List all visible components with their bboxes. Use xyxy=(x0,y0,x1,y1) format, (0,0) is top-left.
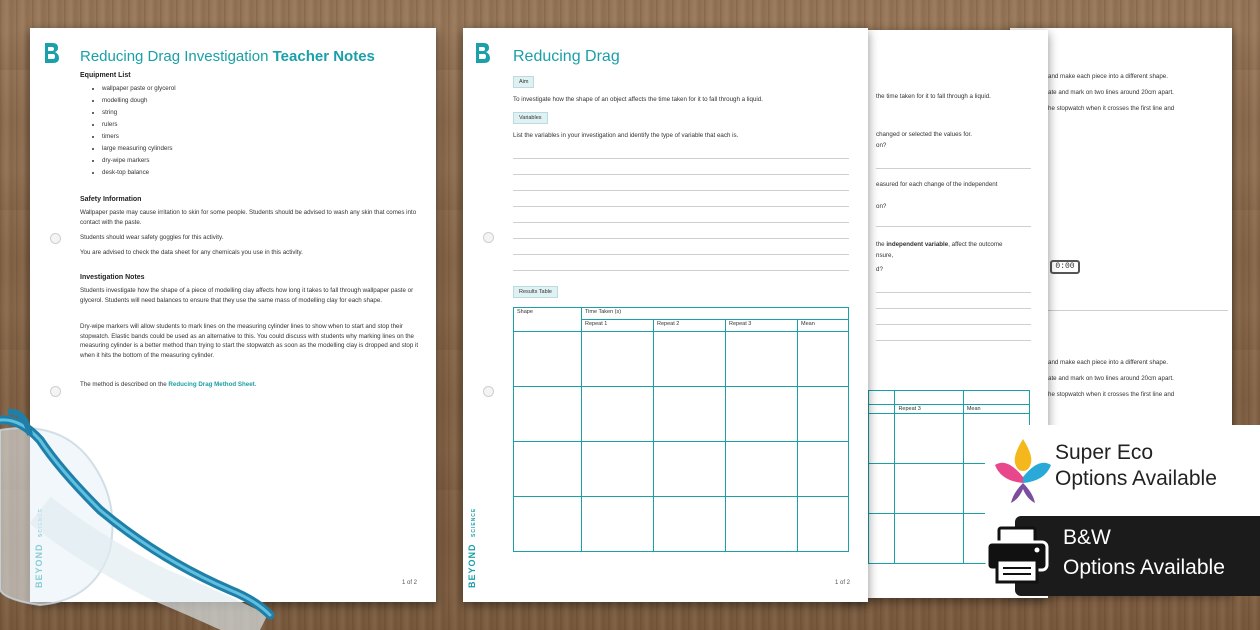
notes-paragraph: Students investigate how the shape of a piece of modelling clay affects how long it takes to fall through wallpaper paste or glycerol. Students will need balances to ensure that they use the same mass of modelling clay for each shape. xyxy=(80,287,414,304)
divider xyxy=(1048,310,1228,311)
answer-line xyxy=(876,226,1031,227)
super-eco-badge xyxy=(985,425,1260,521)
answer-line[interactable] xyxy=(513,254,849,255)
list-item: • wallpaper paste or glycerol xyxy=(102,83,176,95)
answer-line[interactable] xyxy=(513,158,849,159)
table-row xyxy=(514,442,849,497)
table-subheader: Repeat 3 xyxy=(726,320,798,332)
far-line: he stopwatch when it crosses the first line and xyxy=(1048,105,1175,112)
safety-glasses-icon xyxy=(0,400,290,630)
bold-phrase: independent variable xyxy=(886,241,949,248)
brand-sub: SCIENCE xyxy=(471,507,477,537)
punch-hole xyxy=(483,386,494,397)
list-item: • timers xyxy=(102,131,176,143)
method-prefix: The method is described on the xyxy=(80,381,169,388)
answer-line xyxy=(876,168,1031,169)
beyond-logo-icon xyxy=(473,42,491,64)
answer-line[interactable] xyxy=(513,206,849,207)
back-line: the independent variable, affect the outcome xyxy=(876,241,1003,248)
method-sheet-link[interactable]: Reducing Drag Method Sheet xyxy=(168,381,255,388)
far-line: ate and mark on two lines around 20cm apart. xyxy=(1048,375,1174,382)
page-title: Reducing Drag xyxy=(513,48,620,65)
table-header: Repeat 3 xyxy=(895,405,963,414)
title-regular: Reducing Drag Investigation xyxy=(80,48,273,65)
table-subheader: Repeat 1 xyxy=(582,320,654,332)
answer-line xyxy=(876,308,1031,309)
far-line: and make each piece into a different shape. xyxy=(1048,359,1168,366)
results-table[interactable] xyxy=(513,307,849,552)
far-line: he stopwatch when it crosses the first line and xyxy=(1048,391,1175,398)
notes-paragraph: Dry-wipe markers will allow students to mark lines on the measuring cylinder lines to show when to start and stop their stopwatch. Elastic bands could be used as an alternative to this. You could discuss with students why marking lines on the measuring cylinder is a better method than trying to start the stopwatch as soon as the modelling clay is dropped and stop it when it hits the bottom of the measuring cylinder. xyxy=(80,323,419,359)
back-line: easured for each change of the independent xyxy=(876,181,998,188)
safety-paragraph: You are advised to check the data sheet for any chemicals you use in this activity. xyxy=(80,249,303,256)
page-number: 1 of 2 xyxy=(402,580,418,586)
table-row xyxy=(514,497,849,552)
table-row xyxy=(514,332,849,387)
equipment-heading: Equipment List xyxy=(80,72,131,79)
leaf-drop-icon xyxy=(993,437,1053,507)
back-line: nsure, xyxy=(876,252,894,259)
results-tag: Results Table xyxy=(513,286,558,298)
eco-line1: Super Eco xyxy=(1055,441,1154,464)
punch-hole xyxy=(50,233,61,244)
page-number: 1 of 2 xyxy=(835,580,851,586)
answer-line xyxy=(876,324,1031,325)
aim-tag: Aim xyxy=(513,76,534,88)
equipment-list xyxy=(102,83,176,179)
table-subheader: Mean xyxy=(798,320,849,332)
stopwatch-icon: 0:00 xyxy=(1050,260,1080,274)
table-row xyxy=(514,387,849,442)
safety-paragraph: Wallpaper paste may cause irritation to skin for some people. Students should be advised to wash any skin that comes into contact with the paste. xyxy=(80,209,417,226)
far-line: ate and mark on two lines around 20cm apart. xyxy=(1048,89,1174,96)
far-line: and make each piece into a different shape. xyxy=(1048,73,1168,80)
answer-line[interactable] xyxy=(513,190,849,191)
list-item: • desk-top balance xyxy=(102,167,176,179)
punch-hole xyxy=(50,386,61,397)
title-bold: Teacher Notes xyxy=(272,48,375,65)
table-header: Time Taken (s) xyxy=(582,308,849,320)
beyond-logo-icon xyxy=(42,42,60,64)
table-header: Shape xyxy=(514,308,582,332)
back-line: on? xyxy=(876,142,887,149)
notes-heading: Investigation Notes xyxy=(80,274,145,281)
page-title xyxy=(80,48,375,65)
brand-vertical xyxy=(467,508,477,588)
bw-line1: B&W xyxy=(1063,526,1111,549)
answer-line xyxy=(876,292,1031,293)
bw-line2: Options Available xyxy=(1063,556,1225,579)
variables-tag: Variables xyxy=(513,112,548,124)
answer-line[interactable] xyxy=(513,222,849,223)
safety-heading: Safety Information xyxy=(80,196,142,203)
eco-line2: Options Available xyxy=(1055,467,1217,490)
aim-text: To investigate how the shape of an object affects the time taken for it to fall through a liquid. xyxy=(513,96,763,103)
variables-text: List the variables in your investigation and identify the type of variable that each is. xyxy=(513,132,739,139)
back-line: changed or selected the values for. xyxy=(876,131,972,138)
table-subheader: Repeat 2 xyxy=(654,320,726,332)
list-item: • modelling dough xyxy=(102,95,176,107)
answer-line[interactable] xyxy=(513,174,849,175)
back-line: the time taken for it to fall through a liquid. xyxy=(876,93,991,100)
answer-line[interactable] xyxy=(513,270,849,271)
bw-badge xyxy=(1015,516,1260,596)
method-suffix: . xyxy=(254,381,257,388)
list-item: • large measuring cylinders xyxy=(102,143,176,155)
table-header: Mean xyxy=(963,405,1029,414)
list-item: • rulers xyxy=(102,119,176,131)
notes-paragraph xyxy=(80,380,420,390)
punch-hole xyxy=(483,232,494,243)
list-item: • dry-wipe markers xyxy=(102,155,176,167)
back-line: on? xyxy=(876,203,887,210)
answer-line[interactable] xyxy=(513,238,849,239)
answer-line xyxy=(876,340,1031,341)
list-item: • string xyxy=(102,107,176,119)
worksheet-sheet xyxy=(463,28,868,602)
safety-paragraph: Students should wear safety goggles for this activity. xyxy=(80,234,224,241)
printer-icon xyxy=(985,526,1049,586)
brand-name: BEYOND xyxy=(467,543,477,588)
back-line: d? xyxy=(876,266,883,273)
